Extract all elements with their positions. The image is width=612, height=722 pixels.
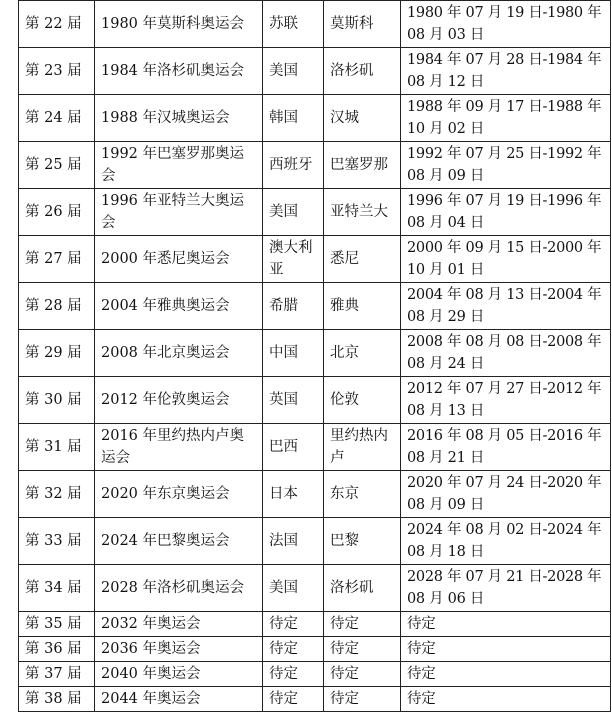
- city-cell: 待定: [324, 612, 401, 637]
- dates-cell: 2024 年 08 月 02 日-2024 年 08 月 18 日: [401, 518, 611, 565]
- games-cell: 2044 年奥运会: [95, 687, 263, 712]
- table-row: [19, 48, 611, 95]
- table-body: [19, 1, 611, 712]
- table-row: [19, 330, 611, 377]
- country-cell: 待定: [263, 637, 324, 662]
- table-row: [19, 283, 611, 330]
- city-cell: 待定: [324, 687, 401, 712]
- games-cell: 1996 年亚特兰大奥运会: [95, 189, 263, 236]
- table-row: [19, 637, 611, 662]
- dates-cell: 1992 年 07 月 25 日-1992 年 08 月 09 日: [401, 142, 611, 189]
- country-cell: 韩国: [263, 95, 324, 142]
- games-cell: 1992 年巴塞罗那奥运会: [95, 142, 263, 189]
- city-cell: 汉城: [324, 95, 401, 142]
- edition-cell: 第 25 届: [19, 142, 95, 189]
- city-cell: 亚特兰大: [324, 189, 401, 236]
- country-cell: 西班牙: [263, 142, 324, 189]
- edition-cell: 第 23 届: [19, 48, 95, 95]
- dates-cell: 1996 年 07 月 19 日-1996 年 08 月 04 日: [401, 189, 611, 236]
- table-row: [19, 377, 611, 424]
- edition-cell: 第 28 届: [19, 283, 95, 330]
- city-cell: 东京: [324, 471, 401, 518]
- dates-cell: 2028 年 07 月 21 日-2028 年 08 月 06 日: [401, 565, 611, 612]
- dates-cell: 1980 年 07 月 19 日-1980 年 08 月 03 日: [401, 1, 611, 48]
- games-cell: 2036 年奥运会: [95, 637, 263, 662]
- edition-cell: 第 26 届: [19, 189, 95, 236]
- table-row: [19, 662, 611, 687]
- country-cell: 待定: [263, 662, 324, 687]
- country-cell: 希腊: [263, 283, 324, 330]
- table-row: [19, 424, 611, 471]
- dates-cell: 2000 年 09 月 15 日-2000 年 10 月 01 日: [401, 236, 611, 283]
- olympics-table: [18, 0, 611, 712]
- edition-cell: 第 34 届: [19, 565, 95, 612]
- dates-cell: 待定: [401, 637, 611, 662]
- edition-cell: 第 37 届: [19, 662, 95, 687]
- city-cell: 悉尼: [324, 236, 401, 283]
- dates-cell: 1988 年 09 月 17 日-1988 年 10 月 02 日: [401, 95, 611, 142]
- edition-cell: 第 29 届: [19, 330, 95, 377]
- table-row: [19, 612, 611, 637]
- country-cell: 澳大利亚: [263, 236, 324, 283]
- city-cell: 待定: [324, 662, 401, 687]
- games-cell: 1984 年洛杉矶奥运会: [95, 48, 263, 95]
- city-cell: 待定: [324, 637, 401, 662]
- dates-cell: 2004 年 08 月 13 日-2004 年 08 月 29 日: [401, 283, 611, 330]
- country-cell: 美国: [263, 48, 324, 95]
- edition-cell: 第 22 届: [19, 1, 95, 48]
- games-cell: 2004 年雅典奥运会: [95, 283, 263, 330]
- edition-cell: 第 38 届: [19, 687, 95, 712]
- country-cell: 巴西: [263, 424, 324, 471]
- country-cell: 苏联: [263, 1, 324, 48]
- city-cell: 洛杉矶: [324, 48, 401, 95]
- edition-cell: 第 27 届: [19, 236, 95, 283]
- edition-cell: 第 35 届: [19, 612, 95, 637]
- dates-cell: 1984 年 07 月 28 日-1984 年 08 月 12 日: [401, 48, 611, 95]
- table-row: [19, 142, 611, 189]
- games-cell: 2032 年奥运会: [95, 612, 263, 637]
- dates-cell: 2020 年 07 月 24 日-2020 年 08 月 09 日: [401, 471, 611, 518]
- city-cell: 伦敦: [324, 377, 401, 424]
- games-cell: 2008 年北京奥运会: [95, 330, 263, 377]
- games-cell: 2020 年东京奥运会: [95, 471, 263, 518]
- edition-cell: 第 31 届: [19, 424, 95, 471]
- dates-cell: 2016 年 08 月 05 日-2016 年 08 月 21 日: [401, 424, 611, 471]
- edition-cell: 第 36 届: [19, 637, 95, 662]
- edition-cell: 第 24 届: [19, 95, 95, 142]
- city-cell: 巴塞罗那: [324, 142, 401, 189]
- dates-cell: 待定: [401, 662, 611, 687]
- dates-cell: 2008 年 08 月 08 日-2008 年 08 月 24 日: [401, 330, 611, 377]
- table-row: [19, 1, 611, 48]
- games-cell: 2012 年伦敦奥运会: [95, 377, 263, 424]
- table-row: [19, 236, 611, 283]
- table-row: [19, 687, 611, 712]
- games-cell: 2016 年里约热内卢奥运会: [95, 424, 263, 471]
- city-cell: 北京: [324, 330, 401, 377]
- edition-cell: 第 33 届: [19, 518, 95, 565]
- games-cell: 1980 年莫斯科奥运会: [95, 1, 263, 48]
- edition-cell: 第 30 届: [19, 377, 95, 424]
- games-cell: 1988 年汉城奥运会: [95, 95, 263, 142]
- country-cell: 美国: [263, 565, 324, 612]
- games-cell: 2028 年洛杉矶奥运会: [95, 565, 263, 612]
- country-cell: 中国: [263, 330, 324, 377]
- table-row: [19, 565, 611, 612]
- city-cell: 里约热内卢: [324, 424, 401, 471]
- dates-cell: 待定: [401, 687, 611, 712]
- games-cell: 2024 年巴黎奥运会: [95, 518, 263, 565]
- country-cell: 日本: [263, 471, 324, 518]
- city-cell: 巴黎: [324, 518, 401, 565]
- city-cell: 洛杉矶: [324, 565, 401, 612]
- country-cell: 英国: [263, 377, 324, 424]
- dates-cell: 待定: [401, 612, 611, 637]
- table-row: [19, 95, 611, 142]
- table-row: [19, 471, 611, 518]
- dates-cell: 2012 年 07 月 27 日-2012 年 08 月 13 日: [401, 377, 611, 424]
- games-cell: 2040 年奥运会: [95, 662, 263, 687]
- table-row: [19, 518, 611, 565]
- country-cell: 法国: [263, 518, 324, 565]
- games-cell: 2000 年悉尼奥运会: [95, 236, 263, 283]
- edition-cell: 第 32 届: [19, 471, 95, 518]
- country-cell: 待定: [263, 612, 324, 637]
- country-cell: 待定: [263, 687, 324, 712]
- city-cell: 莫斯科: [324, 1, 401, 48]
- city-cell: 雅典: [324, 283, 401, 330]
- country-cell: 美国: [263, 189, 324, 236]
- table-row: [19, 189, 611, 236]
